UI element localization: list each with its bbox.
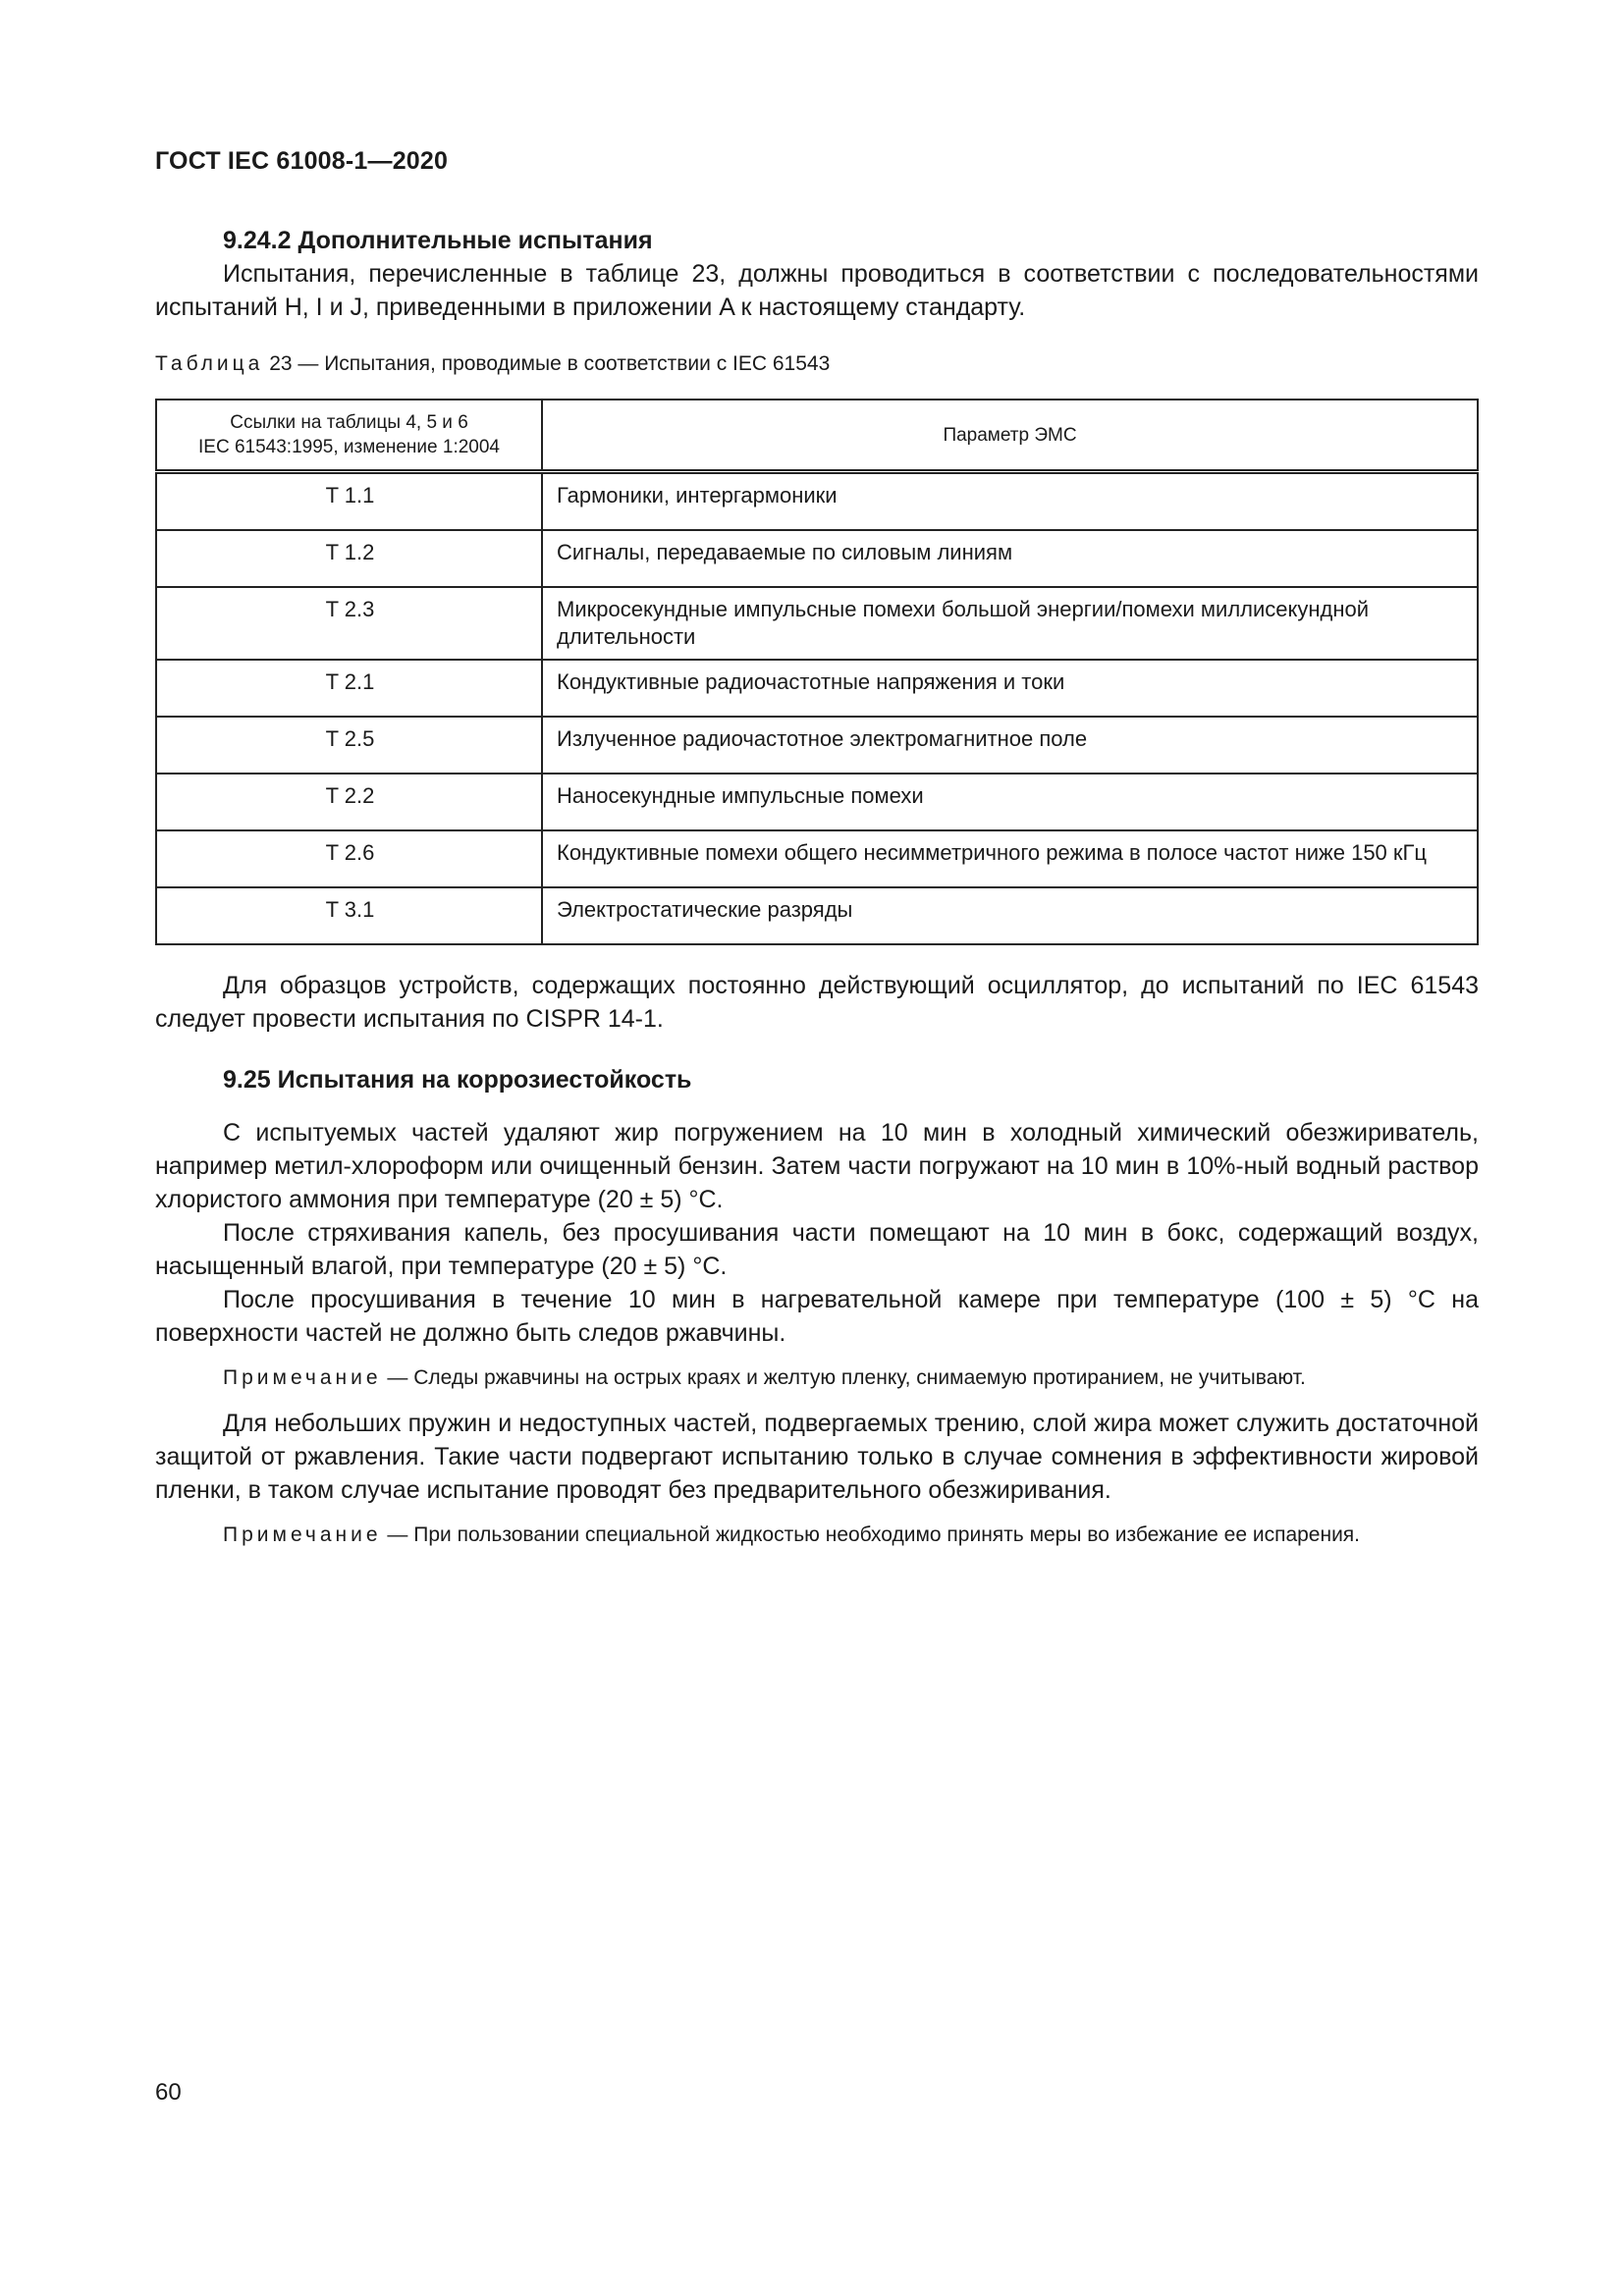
note-label: Примечание [223,1366,382,1389]
note-label: Примечание [223,1523,382,1546]
column-header-emc-parameter: Параметр ЭМС [542,400,1478,472]
table-cell-ref: T 2.2 [156,774,542,830]
table-cell-param: Микросекундные импульсные помехи большой энергии/помехи миллисекундной длительности [542,587,1478,660]
table-row [156,660,1478,717]
table-row [156,830,1478,887]
table-cell-param: Наносекундные импульсные помехи [542,774,1478,830]
page-content [155,224,1479,1550]
paragraph-drying: После просушивания в течение 10 мин в нагревательной камере при температуре (100 ± 5) °C на поверхности частей не должно быть следов ржавчины. [155,1286,1479,1347]
table-cell-param: Электростатические разряды [542,887,1478,944]
table-row [156,530,1478,587]
table-caption [155,349,1479,379]
table-caption-text: 23 — Испытания, проводимые в соответствии с IEC 61543 [269,352,831,375]
table-cell-ref: T 2.5 [156,717,542,774]
page-number: 60 [155,2079,182,2106]
table-cell-param: Гармоники, интергармоники [542,472,1478,531]
table-cell-ref: T 2.6 [156,830,542,887]
table-cell-ref: T 2.1 [156,660,542,717]
table-caption-label: Таблица [155,352,264,375]
table-row [156,774,1478,830]
note-text: — Следы ржавчины на острых краях и желтую пленку, снимаемую протиранием, не учитывают. [381,1366,1306,1389]
table-cell-param: Сигналы, передаваемые по силовым линиям [542,530,1478,587]
table-row [156,587,1478,660]
table-cell-param: Излученное радиочастотное электромагнитное поле [542,717,1478,774]
section-heading-9-25: 9.25 Испытания на коррозиестойкость [223,1066,692,1094]
table-cell-param: Кондуктивные помехи общего несимметричного режима в полосе частот ниже 150 кГц [542,830,1478,887]
paragraph-oscillator: Для образцов устройств, содержащих постоянно действующий осциллятор, до испытаний по IEC 61543 следует провести испытания по CISPR 14-1. [155,972,1479,1033]
table-cell-ref: T 1.2 [156,530,542,587]
table-cell-ref: T 2.3 [156,587,542,660]
table-cell-ref: T 3.1 [156,887,542,944]
paragraph-small-springs: Для небольших пружин и недоступных частей, подвергаемых трению, слой жира может служить достаточной защитой от ржавления. Такие части подвергают испытанию только в случае сомнения в эффективности жировой пленки, в таком случае испытание проводят без предварительного обезжиривания. [155,1410,1479,1504]
section-heading-9-24-2: 9.24.2 Дополнительные испытания [223,227,653,254]
note-special-liquid [155,1521,1479,1550]
table-row [156,472,1478,531]
note-rust-traces [155,1363,1479,1393]
table-row [156,717,1478,774]
emc-tests-table [155,399,1479,945]
paragraph-humid-box: После стряхивания капель, без просушивания части помещают на 10 мин в бокс, содержащий воздух, насыщенный влагой, при температуре (20 ± 5) °C. [155,1219,1479,1280]
table-cell-ref: T 1.1 [156,472,542,531]
document-code-header: ГОСТ IEC 61008-1—2020 [155,147,449,175]
paragraph-degreasing: С испытуемых частей удаляют жир погружением на 10 мин в холодный химический обезжириватель, например метил-хлороформ или очищенный бензин. Затем части погружают на 10 мин в 10%-ный водный раствор хлористого аммония при температуре (20 ± 5) °C. [155,1119,1479,1213]
paragraph-additional-tests: Испытания, перечисленные в таблице 23, должны проводиться в соответствии с последовательностями испытаний H, I и J, приведенными в приложении A к настоящему стандарту. [155,260,1479,321]
table-cell-param: Кондуктивные радиочастотные напряжения и токи [542,660,1478,717]
note-text: — При пользовании специальной жидкостью необходимо принять меры во избежание ее испарения. [381,1523,1361,1546]
table-row [156,887,1478,944]
table-header-row [156,400,1478,472]
column-header-references: Ссылки на таблицы 4, 5 и 6 IEC 61543:1995, изменение 1:2004 [156,400,542,472]
